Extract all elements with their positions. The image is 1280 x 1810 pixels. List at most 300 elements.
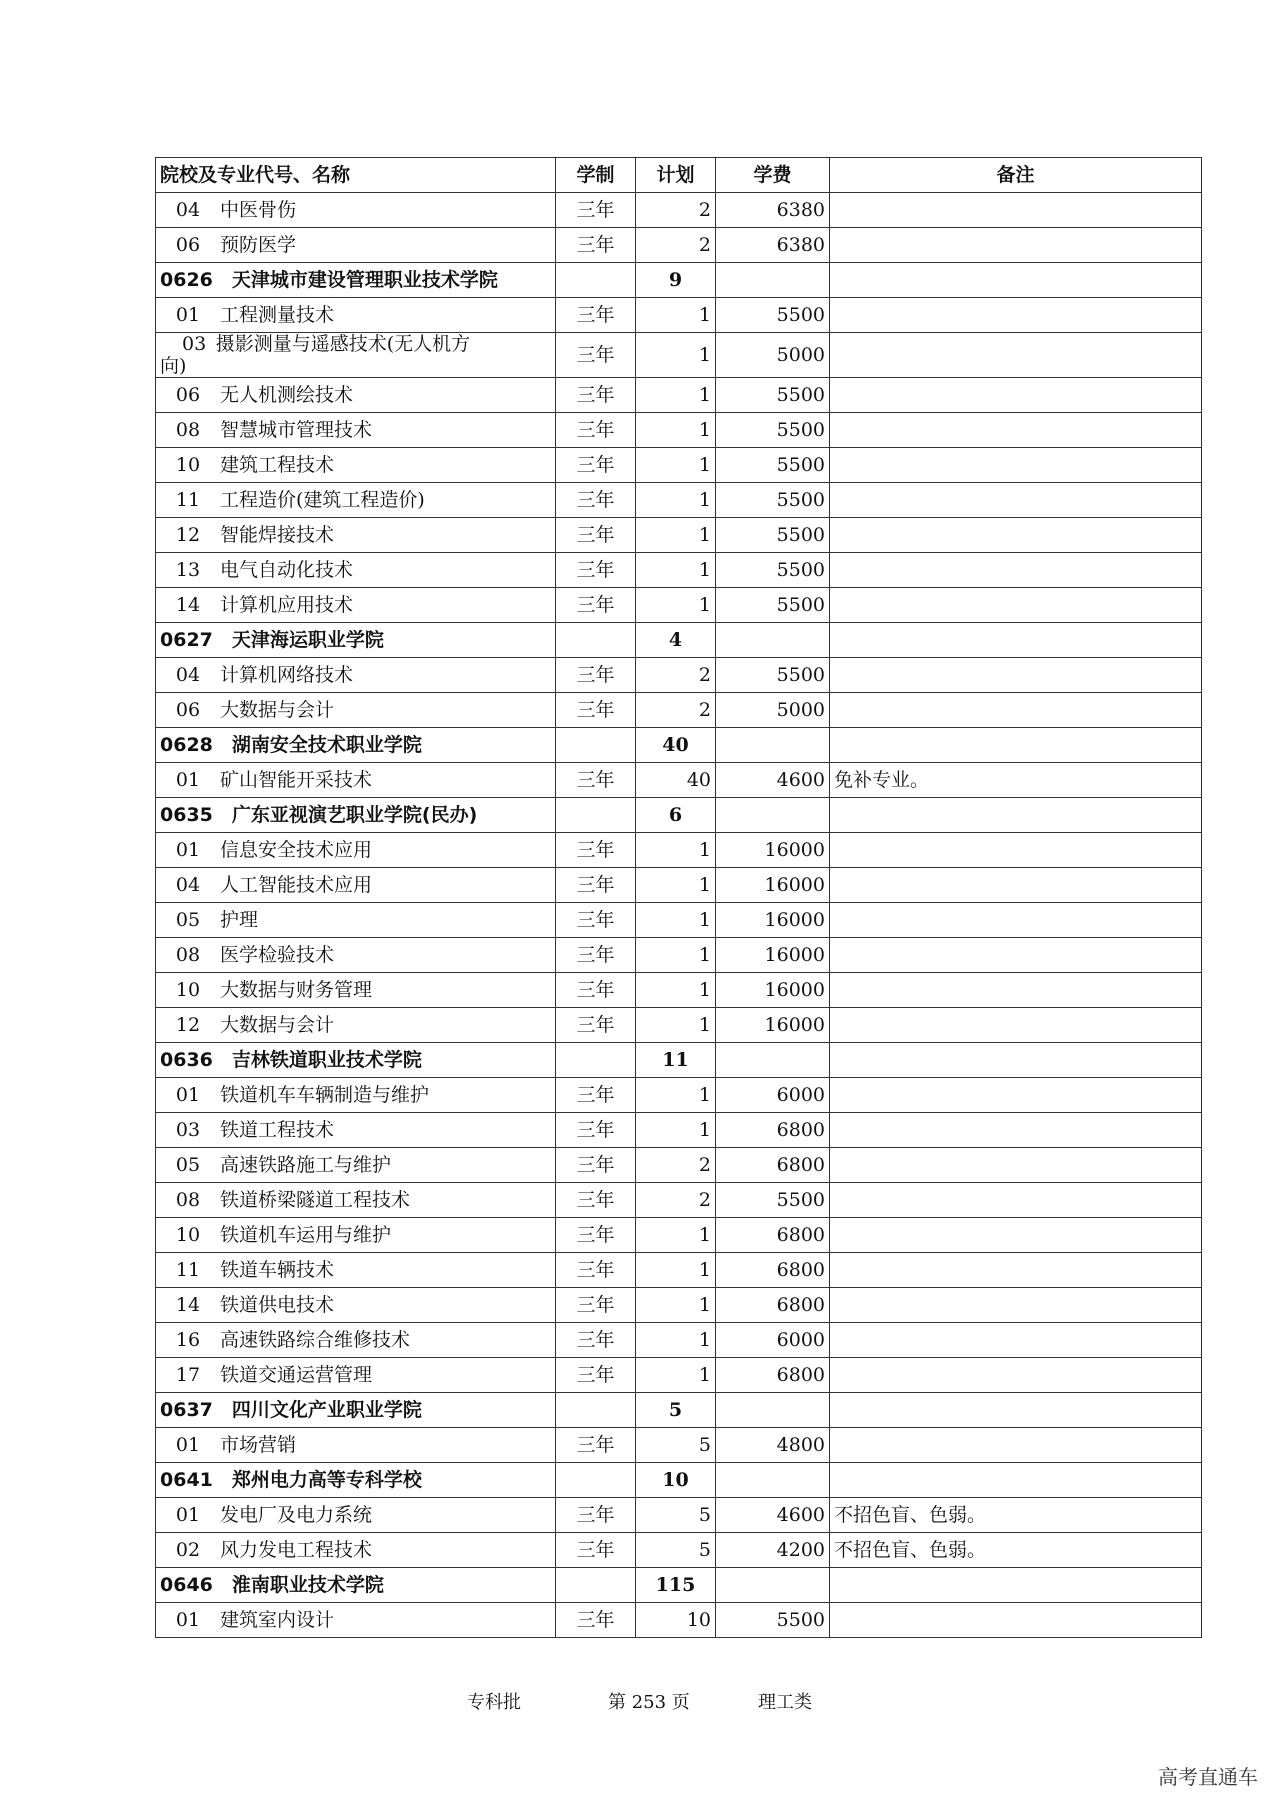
major-name-cell [156, 1078, 556, 1113]
major-name-cell [156, 1148, 556, 1183]
school-duration-cell [556, 728, 636, 763]
school-name-cell [156, 728, 556, 763]
major-code: 12 [175, 524, 201, 546]
major-note [830, 378, 1202, 413]
major-plan: 10 [636, 1603, 716, 1638]
school-name: 四川文化产业职业学院 [231, 1399, 422, 1421]
school-note-cell [830, 1463, 1202, 1498]
major-note [830, 1218, 1202, 1253]
major-row [156, 413, 1202, 448]
major-row [156, 1253, 1202, 1288]
major-row [156, 518, 1202, 553]
major-code: 14 [175, 594, 201, 616]
major-plan: 1 [636, 903, 716, 938]
major-name: 预防医学 [220, 234, 297, 256]
major-code: 06 [175, 384, 201, 406]
major-row [156, 553, 1202, 588]
major-name: 高速铁路施工与维护 [220, 1154, 392, 1176]
major-fee: 5500 [716, 553, 830, 588]
major-plan: 2 [636, 193, 716, 228]
major-name-cell [156, 378, 556, 413]
school-name-cell [156, 1043, 556, 1078]
major-note [830, 868, 1202, 903]
major-plan: 1 [636, 518, 716, 553]
major-plan: 1 [636, 1218, 716, 1253]
school-plan-total: 115 [636, 1568, 716, 1603]
major-name: 铁道机车车辆制造与维护 [220, 1084, 430, 1106]
major-name-cell [156, 1358, 556, 1393]
school-plan-total: 6 [636, 798, 716, 833]
major-duration: 三年 [556, 378, 636, 413]
major-name: 高速铁路综合维修技术 [220, 1329, 411, 1351]
major-note [830, 1253, 1202, 1288]
major-row [156, 298, 1202, 333]
school-plan-total: 5 [636, 1393, 716, 1428]
major-code: 06 [175, 699, 201, 721]
school-duration-cell [556, 1043, 636, 1078]
header-fee: 学费 [716, 158, 830, 193]
major-code: 03 [175, 1119, 201, 1141]
footer-category: 理工类 [758, 1692, 812, 1713]
major-note [830, 413, 1202, 448]
major-name-cell [156, 333, 556, 378]
major-name: 铁道机车运用与维护 [220, 1224, 392, 1246]
major-duration: 三年 [556, 763, 636, 798]
major-note [830, 1113, 1202, 1148]
school-name-cell [156, 623, 556, 658]
major-name: 建筑工程技术 [220, 454, 335, 476]
school-code: 0641 [160, 1469, 213, 1491]
school-duration-cell [556, 1463, 636, 1498]
major-fee: 5500 [716, 588, 830, 623]
major-note [830, 973, 1202, 1008]
major-name: 无人机测绘技术 [220, 384, 354, 406]
major-fee: 4200 [716, 1533, 830, 1568]
major-code: 08 [175, 1189, 201, 1211]
major-name: 铁道交通运营管理 [220, 1364, 373, 1386]
major-name: 智慧城市管理技术 [220, 419, 373, 441]
major-duration: 三年 [556, 903, 636, 938]
major-name-cell [156, 298, 556, 333]
major-fee: 4800 [716, 1428, 830, 1463]
major-name-cell [156, 973, 556, 1008]
major-fee: 4600 [716, 1498, 830, 1533]
major-duration: 三年 [556, 938, 636, 973]
school-fee-cell [716, 728, 830, 763]
major-duration: 三年 [556, 1218, 636, 1253]
major-fee: 16000 [716, 833, 830, 868]
major-code: 16 [175, 1329, 201, 1351]
major-note [830, 833, 1202, 868]
major-row [156, 588, 1202, 623]
major-fee: 6800 [716, 1148, 830, 1183]
major-name-cell [156, 1183, 556, 1218]
major-note [830, 228, 1202, 263]
school-code: 0636 [160, 1049, 213, 1071]
school-duration-cell [556, 623, 636, 658]
major-plan: 1 [636, 868, 716, 903]
major-name-cell [156, 1218, 556, 1253]
major-name-cell [156, 833, 556, 868]
major-note [830, 903, 1202, 938]
school-name-cell [156, 1463, 556, 1498]
major-code: 01 [175, 1084, 201, 1106]
major-code: 05 [175, 1154, 201, 1176]
school-row [156, 1568, 1202, 1603]
major-plan: 1 [636, 588, 716, 623]
major-duration: 三年 [556, 588, 636, 623]
major-name-cell [156, 763, 556, 798]
school-plan-total: 10 [636, 1463, 716, 1498]
major-duration: 三年 [556, 693, 636, 728]
major-note [830, 938, 1202, 973]
school-note-cell [830, 1568, 1202, 1603]
major-plan: 1 [636, 973, 716, 1008]
major-plan: 5 [636, 1533, 716, 1568]
major-row [156, 448, 1202, 483]
major-name-cell [156, 1288, 556, 1323]
school-code: 0627 [160, 629, 213, 651]
major-note [830, 193, 1202, 228]
major-fee: 5500 [716, 378, 830, 413]
major-note [830, 518, 1202, 553]
major-code: 10 [175, 1224, 201, 1246]
school-code: 0646 [160, 1574, 213, 1596]
major-plan: 5 [636, 1498, 716, 1533]
major-code: 17 [175, 1364, 201, 1386]
major-duration: 三年 [556, 1008, 636, 1043]
major-row [156, 378, 1202, 413]
major-duration: 三年 [556, 553, 636, 588]
major-code: 01 [175, 839, 201, 861]
major-fee: 5500 [716, 413, 830, 448]
school-row [156, 1393, 1202, 1428]
school-plan-total: 11 [636, 1043, 716, 1078]
major-fee: 6380 [716, 193, 830, 228]
major-duration: 三年 [556, 658, 636, 693]
major-plan: 1 [636, 1323, 716, 1358]
major-note [830, 483, 1202, 518]
major-name: 人工智能技术应用 [220, 874, 373, 896]
major-note [830, 448, 1202, 483]
school-note-cell [830, 263, 1202, 298]
major-name: 智能焊接技术 [220, 524, 335, 546]
school-name-cell [156, 798, 556, 833]
major-code: 11 [175, 1259, 201, 1281]
major-name-cell [156, 1603, 556, 1638]
major-name: 铁道车辆技术 [220, 1259, 335, 1281]
major-note [830, 1008, 1202, 1043]
school-duration-cell [556, 1393, 636, 1428]
major-row [156, 1183, 1202, 1218]
major-code: 01 [175, 1609, 201, 1631]
major-code: 13 [175, 559, 201, 581]
school-fee-cell [716, 1393, 830, 1428]
major-plan: 1 [636, 1288, 716, 1323]
major-code: 10 [175, 979, 201, 1001]
school-note-cell [830, 798, 1202, 833]
major-name: 护理 [220, 909, 259, 931]
school-plan-total: 40 [636, 728, 716, 763]
school-fee-cell [716, 263, 830, 298]
major-row [156, 193, 1202, 228]
school-note-cell [830, 728, 1202, 763]
major-name: 铁道桥梁隧道工程技术 [220, 1189, 411, 1211]
major-name: 风力发电工程技术 [220, 1539, 373, 1561]
major-duration: 三年 [556, 448, 636, 483]
major-fee: 6000 [716, 1078, 830, 1113]
school-row [156, 1043, 1202, 1078]
school-plan-total: 4 [636, 623, 716, 658]
major-note [830, 1288, 1202, 1323]
major-code: 14 [175, 1294, 201, 1316]
major-duration: 三年 [556, 1288, 636, 1323]
major-fee: 6800 [716, 1218, 830, 1253]
major-code: 10 [175, 454, 201, 476]
header-plan: 计划 [636, 158, 716, 193]
major-code: 01 [175, 1504, 201, 1526]
major-name-cell [156, 868, 556, 903]
major-code: 03 [182, 333, 207, 355]
major-name-cell [156, 1533, 556, 1568]
major-name: 摄影测量与遥感技术(无人机方 [215, 333, 471, 355]
school-row [156, 623, 1202, 658]
major-code: 12 [175, 1014, 201, 1036]
major-fee: 5500 [716, 298, 830, 333]
major-duration: 三年 [556, 413, 636, 448]
major-name: 医学检验技术 [220, 944, 335, 966]
major-duration: 三年 [556, 1533, 636, 1568]
major-note [830, 1358, 1202, 1393]
major-name: 计算机应用技术 [220, 594, 354, 616]
major-duration: 三年 [556, 193, 636, 228]
major-plan: 1 [636, 1078, 716, 1113]
school-row [156, 1463, 1202, 1498]
major-name-cell [156, 588, 556, 623]
admission-plan-table [155, 157, 1202, 1638]
major-note: 不招色盲、色弱。 [830, 1533, 1202, 1568]
major-row [156, 833, 1202, 868]
school-name-cell [156, 1393, 556, 1428]
major-name-cell [156, 228, 556, 263]
school-code: 0635 [160, 804, 213, 826]
major-name: 计算机网络技术 [220, 664, 354, 686]
school-name-cell [156, 263, 556, 298]
major-duration: 三年 [556, 1148, 636, 1183]
major-note [830, 693, 1202, 728]
major-plan: 1 [636, 1253, 716, 1288]
major-note: 不招色盲、色弱。 [830, 1498, 1202, 1533]
major-name: 大数据与会计 [220, 1014, 335, 1036]
major-duration: 三年 [556, 973, 636, 1008]
major-name-cell [156, 1008, 556, 1043]
major-name: 工程测量技术 [220, 304, 335, 326]
school-name: 天津海运职业学院 [231, 629, 384, 651]
major-name-cell [156, 1323, 556, 1358]
major-plan: 40 [636, 763, 716, 798]
major-row [156, 1358, 1202, 1393]
footer-page-number: 第 253 页 [608, 1692, 690, 1713]
major-plan: 2 [636, 693, 716, 728]
major-plan: 1 [636, 378, 716, 413]
major-row [156, 1218, 1202, 1253]
school-duration-cell [556, 1568, 636, 1603]
school-row [156, 798, 1202, 833]
major-row [156, 1498, 1202, 1533]
major-plan: 2 [636, 228, 716, 263]
major-code: 11 [175, 489, 201, 511]
major-name-cell [156, 483, 556, 518]
major-duration: 三年 [556, 1603, 636, 1638]
major-plan: 1 [636, 333, 716, 378]
major-note: 免补专业。 [830, 763, 1202, 798]
school-fee-cell [716, 1568, 830, 1603]
major-row [156, 868, 1202, 903]
major-plan: 5 [636, 1428, 716, 1463]
major-row [156, 228, 1202, 263]
major-duration: 三年 [556, 1323, 636, 1358]
school-fee-cell [716, 1463, 830, 1498]
major-fee: 5500 [716, 658, 830, 693]
school-duration-cell [556, 263, 636, 298]
major-duration: 三年 [556, 1183, 636, 1218]
major-row [156, 1008, 1202, 1043]
school-fee-cell [716, 623, 830, 658]
major-row [156, 1148, 1202, 1183]
major-fee: 5500 [716, 483, 830, 518]
major-row [156, 658, 1202, 693]
major-row [156, 1428, 1202, 1463]
major-duration: 三年 [556, 1253, 636, 1288]
major-fee: 6800 [716, 1358, 830, 1393]
school-name: 淮南职业技术学院 [231, 1574, 384, 1596]
major-fee: 16000 [716, 1008, 830, 1043]
major-duration: 三年 [556, 1113, 636, 1148]
major-code: 04 [175, 664, 201, 686]
major-code: 02 [175, 1539, 201, 1561]
major-name-cell [156, 193, 556, 228]
major-name-cell [156, 1428, 556, 1463]
major-code: 04 [175, 199, 201, 221]
major-plan: 1 [636, 483, 716, 518]
major-fee: 6380 [716, 228, 830, 263]
header-name: 院校及专业代号、名称 [156, 158, 556, 193]
major-fee: 16000 [716, 938, 830, 973]
major-plan: 1 [636, 938, 716, 973]
major-fee: 16000 [716, 903, 830, 938]
major-note [830, 333, 1202, 378]
major-fee: 5500 [716, 1603, 830, 1638]
school-name: 广东亚视演艺职业学院(民办) [231, 804, 478, 826]
major-name: 大数据与会计 [220, 699, 335, 721]
major-plan: 1 [636, 553, 716, 588]
major-code: 05 [175, 909, 201, 931]
major-name-cell [156, 693, 556, 728]
major-name: 矿山智能开采技术 [220, 769, 373, 791]
major-row [156, 1603, 1202, 1638]
major-name-cell [156, 413, 556, 448]
major-note [830, 1603, 1202, 1638]
major-fee: 6800 [716, 1253, 830, 1288]
major-row [156, 763, 1202, 798]
major-name: 市场营销 [220, 1434, 297, 1456]
major-duration: 三年 [556, 868, 636, 903]
major-fee: 5500 [716, 448, 830, 483]
major-row [156, 1078, 1202, 1113]
major-code: 01 [175, 1434, 201, 1456]
major-duration: 三年 [556, 1498, 636, 1533]
major-name: 铁道供电技术 [220, 1294, 335, 1316]
major-note [830, 1183, 1202, 1218]
major-row [156, 483, 1202, 518]
school-row [156, 728, 1202, 763]
major-plan: 2 [636, 1183, 716, 1218]
major-plan: 1 [636, 833, 716, 868]
table-header-row [156, 158, 1202, 193]
major-fee: 4600 [716, 763, 830, 798]
major-name-cell [156, 518, 556, 553]
header-duration: 学制 [556, 158, 636, 193]
school-name: 郑州电力高等专科学校 [231, 1469, 422, 1491]
major-name-cell [156, 903, 556, 938]
major-row [156, 973, 1202, 1008]
major-fee: 6800 [716, 1113, 830, 1148]
major-duration: 三年 [556, 1078, 636, 1113]
school-fee-cell [716, 1043, 830, 1078]
major-fee: 6800 [716, 1288, 830, 1323]
major-plan: 1 [636, 413, 716, 448]
major-duration: 三年 [556, 1428, 636, 1463]
school-plan-total: 9 [636, 263, 716, 298]
major-row [156, 1288, 1202, 1323]
major-name-cell [156, 658, 556, 693]
school-note-cell [830, 1393, 1202, 1428]
major-plan: 1 [636, 1358, 716, 1393]
major-fee: 6000 [716, 1323, 830, 1358]
major-name-cell [156, 1253, 556, 1288]
major-plan: 1 [636, 1113, 716, 1148]
major-duration: 三年 [556, 483, 636, 518]
major-note [830, 553, 1202, 588]
school-code: 0628 [160, 734, 213, 756]
school-code: 0637 [160, 1399, 213, 1421]
major-name: 信息安全技术应用 [220, 839, 373, 861]
major-plan: 1 [636, 298, 716, 333]
school-duration-cell [556, 798, 636, 833]
major-duration: 三年 [556, 1358, 636, 1393]
major-duration: 三年 [556, 518, 636, 553]
major-row [156, 903, 1202, 938]
major-name: 工程造价(建筑工程造价) [220, 489, 425, 511]
school-code: 0626 [160, 269, 213, 291]
major-row [156, 1323, 1202, 1358]
major-plan: 2 [636, 658, 716, 693]
major-code: 08 [175, 419, 201, 441]
major-duration: 三年 [556, 298, 636, 333]
school-row [156, 263, 1202, 298]
major-row [156, 1113, 1202, 1148]
major-name-continued: 向) [160, 355, 187, 377]
major-name-cell [156, 553, 556, 588]
major-note [830, 658, 1202, 693]
major-fee: 5000 [716, 693, 830, 728]
major-plan: 1 [636, 448, 716, 483]
major-note [830, 588, 1202, 623]
major-code: 01 [175, 769, 201, 791]
major-plan: 1 [636, 1008, 716, 1043]
school-name: 湖南安全技术职业学院 [231, 734, 422, 756]
major-code: 06 [175, 234, 201, 256]
